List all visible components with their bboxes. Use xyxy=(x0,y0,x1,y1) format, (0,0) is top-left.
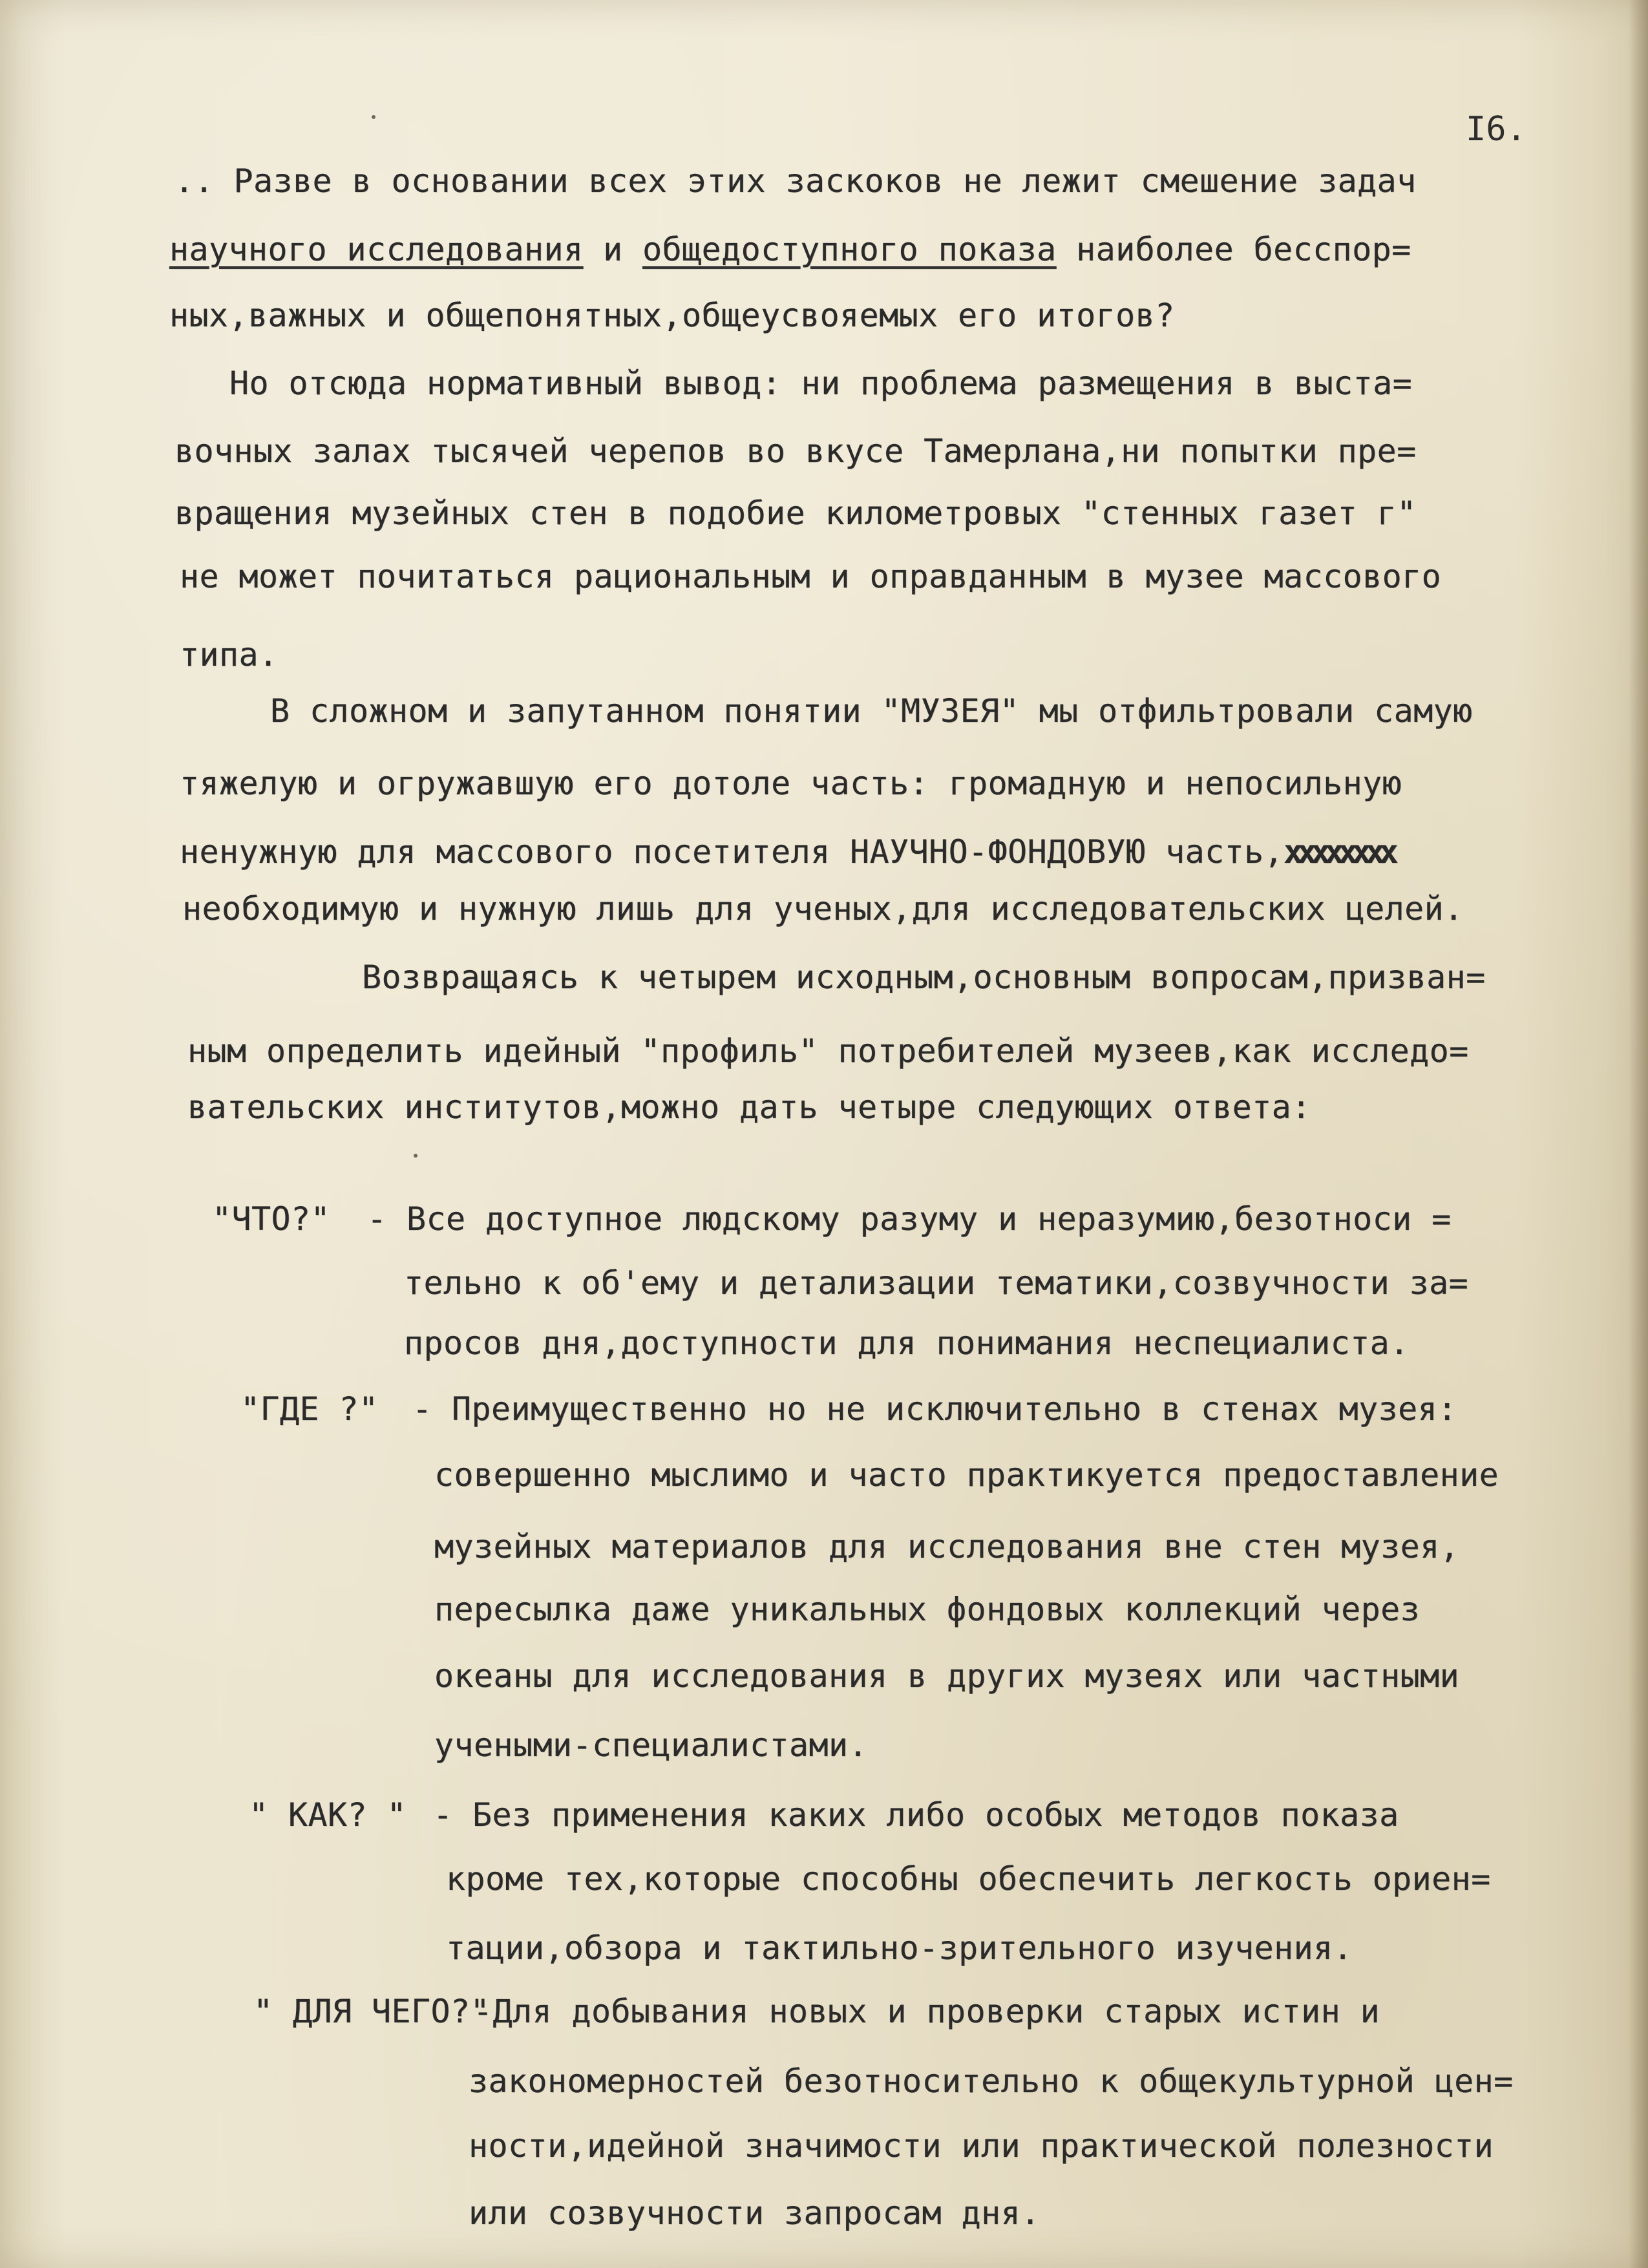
answer-what-line-2: тельно к об'ему и детализации тематики,созвучности за= xyxy=(404,1264,1469,1302)
struck-out-text: хххххххх xyxy=(1284,833,1393,871)
answer-what-for-line-1: -Для добывания новых и проверки старых истин и xyxy=(473,1993,1380,2030)
text-segment: наиболее бесспор= xyxy=(1056,231,1411,268)
answer-where-label: "ГДЕ ?" xyxy=(240,1390,379,1428)
answer-where-line-3: музейных материалов для исследования вне стен музея, xyxy=(434,1528,1460,1565)
answer-where-line-1: - Преимущественно но не исключительно в стенах музея: xyxy=(412,1390,1457,1428)
page-number: I6. xyxy=(1466,110,1527,149)
answer-what-for-line-2: закономерностей безотносительно к общекультурной цен= xyxy=(469,2062,1514,2100)
paragraph-2-line-5: типа. xyxy=(180,636,279,673)
text-segment: и xyxy=(583,231,643,268)
paragraph-2-line-3: вращения музейных стен в подобие километровых "стенных газет г" xyxy=(174,494,1417,532)
paragraph-1-line-3: ных,важных и общепонятных,общеусвояемых его итогов? xyxy=(169,297,1175,334)
underlined-phrase-public-display: общедоступного показа xyxy=(642,231,1057,268)
answer-what-for-line-3: ности,идейной значимости или практической полезности xyxy=(469,2127,1494,2165)
answer-where-line-6: учеными-специалистами. xyxy=(434,1726,869,1764)
paragraph-1-line-2 xyxy=(169,230,1411,269)
underlined-phrase-scientific-research: научного исследования xyxy=(169,231,584,268)
answer-how-line-1: - Без применения каких либо особых методов показа xyxy=(433,1796,1399,1834)
answer-what-label: "ЧТО?" xyxy=(212,1200,331,1238)
answer-where-line-5: океаны для исследования в других музеях или частными xyxy=(434,1657,1460,1695)
answer-what-for-line-4: или созвучности запросам дня. xyxy=(469,2194,1041,2232)
paragraph-4-line-1: Возвращаясь к четырем исходным,основным вопросам,призван= xyxy=(362,959,1486,996)
answer-where-line-2: совершенно мыслимо и часто практикуется предоставление xyxy=(434,1456,1499,1494)
paragraph-4-line-2: ным определить идейный "профиль" потребителей музеев,как исследо= xyxy=(187,1032,1469,1070)
answer-what-line-3: просов дня,доступности для понимания неспециалиста. xyxy=(404,1324,1410,1362)
answer-what-line-1: - Все доступное людскому разуму и неразумию,безотноси = xyxy=(367,1200,1452,1238)
paper-edge-shadow xyxy=(1629,0,1648,2268)
text-segment: ненужную для массового посетителя НАУЧНО-ФОНДОВУЮ часть, xyxy=(180,833,1284,871)
paper-speck xyxy=(372,115,375,119)
answer-how-line-3: тации,обзора и тактильно-зрительного изучения. xyxy=(446,1929,1353,1967)
paragraph-4-line-3: вательских институтов,можно дать четыре следующих ответа: xyxy=(187,1088,1311,1126)
paragraph-2-line-4: не может почитаться рациональным и оправданным в музее массового xyxy=(180,558,1442,595)
answer-where-line-4: пересылка даже уникальных фондовых коллекций через xyxy=(434,1591,1421,1628)
paragraph-3-line-4: необходимую и нужную лишь для ученых,для исследовательских целей. xyxy=(182,890,1464,927)
paper-speck xyxy=(414,1154,417,1158)
answer-how-label: " КАК? " xyxy=(249,1796,407,1834)
paragraph-2-line-2: вочных залах тысячей черепов во вкусе Тамерлана,ни попытки пре= xyxy=(174,432,1417,470)
answer-how-line-2: кроме тех,которые способны обеспечить легкость ориен= xyxy=(446,1860,1491,1898)
paragraph-2-line-1: Но отсюда нормативный вывод: ни проблема размещения в выста= xyxy=(229,365,1413,402)
paragraph-3-line-3 xyxy=(180,832,1393,871)
paragraph-3-line-1: В сложном и запутанном понятии "МУЗЕЯ" мы отфильтровали самую xyxy=(270,692,1473,730)
answer-what-for-label: " ДЛЯ ЧЕГО?" xyxy=(253,1993,491,2030)
paragraph-1-line-1: .. Разве в основании всех этих заскоков не лежит смешение задач xyxy=(174,162,1417,200)
paragraph-3-line-2: тяжелую и огружавшую его дотоле часть: громадную и непосильную xyxy=(180,765,1402,802)
